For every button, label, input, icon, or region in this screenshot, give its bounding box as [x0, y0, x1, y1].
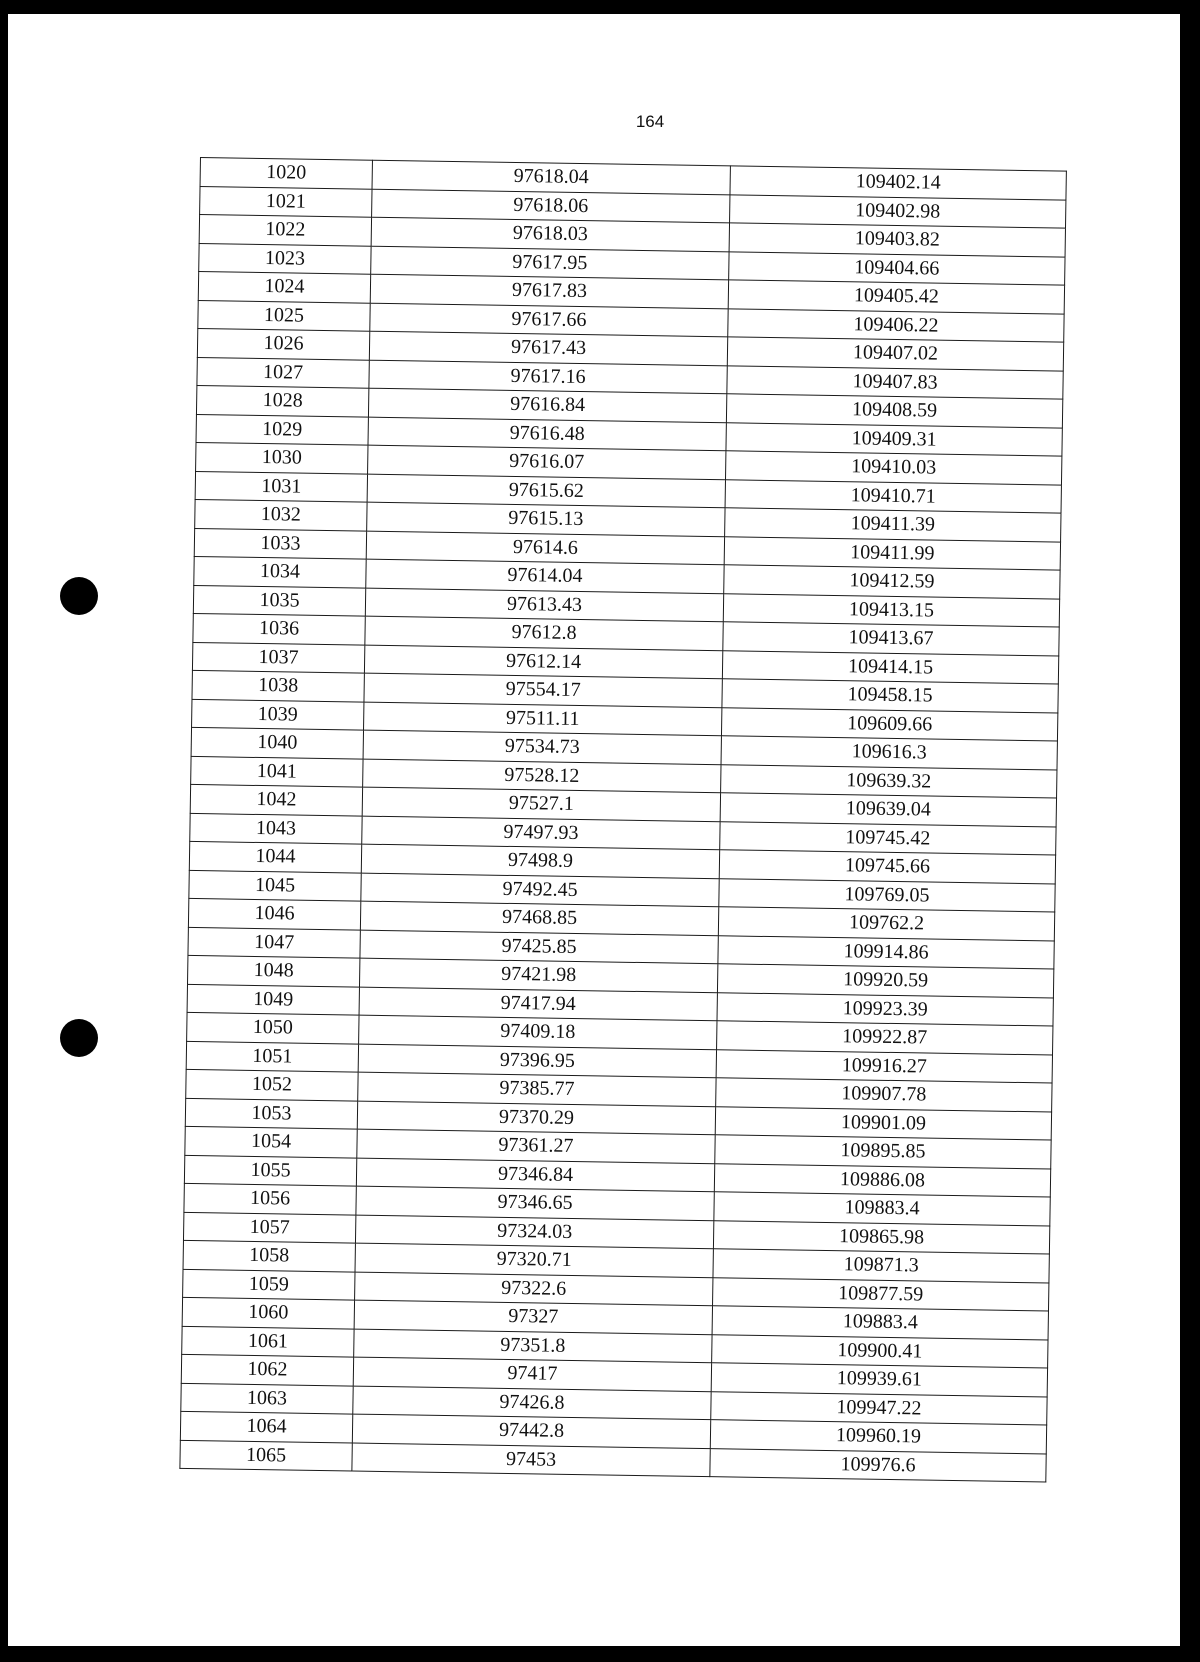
point-number-cell: 1020 [200, 158, 372, 189]
point-number-cell: 1021 [200, 186, 372, 217]
y-coordinate-cell: 109976.6 [710, 1448, 1046, 1482]
y-coordinate-cell: 109414.15 [722, 650, 1058, 684]
x-coordinate-cell: 97616.84 [368, 388, 726, 422]
y-coordinate-cell: 109895.85 [715, 1135, 1051, 1169]
x-coordinate-cell: 97612.8 [365, 616, 723, 650]
x-coordinate-cell: 97327 [354, 1300, 712, 1334]
point-number-cell: 1028 [196, 385, 368, 416]
coordinate-table-container [179, 157, 1066, 1482]
x-coordinate-cell: 97320.71 [355, 1243, 713, 1277]
x-coordinate-cell: 97370.29 [357, 1101, 715, 1135]
point-number-cell: 1031 [195, 471, 367, 502]
point-number-cell: 1058 [183, 1240, 355, 1271]
y-coordinate-cell: 109883.4 [712, 1306, 1048, 1340]
point-number-cell: 1046 [188, 898, 360, 929]
x-coordinate-cell: 97534.73 [363, 730, 721, 764]
punch-hole-bottom [60, 1019, 98, 1057]
x-coordinate-cell: 97351.8 [354, 1329, 712, 1363]
y-coordinate-cell: 109458.15 [722, 679, 1058, 713]
y-coordinate-cell: 109639.04 [720, 793, 1056, 827]
y-coordinate-cell: 109639.32 [721, 764, 1057, 798]
y-coordinate-cell: 109762.2 [718, 907, 1054, 941]
point-number-cell: 1051 [186, 1041, 358, 1072]
x-coordinate-cell: 97421.98 [359, 958, 717, 992]
x-coordinate-cell: 97322.6 [355, 1272, 713, 1306]
y-coordinate-cell: 109407.02 [727, 337, 1063, 371]
point-number-cell: 1056 [184, 1183, 356, 1214]
page-number: 164 [635, 112, 665, 131]
point-number-cell: 1022 [199, 215, 371, 246]
x-coordinate-cell: 97554.17 [364, 673, 722, 707]
x-coordinate-cell: 97615.62 [367, 474, 725, 508]
x-coordinate-cell: 97614.6 [366, 531, 724, 565]
y-coordinate-cell: 109745.66 [719, 850, 1055, 884]
y-coordinate-cell: 109410.71 [725, 479, 1061, 513]
point-number-cell: 1027 [197, 357, 369, 388]
x-coordinate-cell: 97346.84 [356, 1158, 714, 1192]
x-coordinate-cell: 97614.04 [366, 559, 724, 593]
point-number-cell: 1042 [190, 784, 362, 815]
x-coordinate-cell: 97617.83 [370, 274, 728, 308]
x-coordinate-cell: 97617.16 [369, 360, 727, 394]
x-coordinate-cell: 97497.93 [362, 816, 720, 850]
punch-hole-top [60, 577, 98, 615]
y-coordinate-cell: 109907.78 [716, 1078, 1052, 1112]
point-number-cell: 1065 [180, 1440, 352, 1471]
point-number-cell: 1024 [198, 271, 370, 302]
point-number-cell: 1041 [191, 756, 363, 787]
point-number-cell: 1029 [196, 414, 368, 445]
y-coordinate-cell: 109616.3 [721, 736, 1057, 770]
x-coordinate-cell: 97385.77 [358, 1072, 716, 1106]
x-coordinate-cell: 97511.11 [364, 702, 722, 736]
y-coordinate-cell: 109410.03 [726, 451, 1062, 485]
y-coordinate-cell: 109406.22 [728, 308, 1064, 342]
point-number-cell: 1045 [189, 870, 361, 901]
y-coordinate-cell: 109745.42 [720, 821, 1056, 855]
point-number-cell: 1040 [191, 727, 363, 758]
x-coordinate-cell: 97615.13 [367, 502, 725, 536]
point-number-cell: 1052 [186, 1069, 358, 1100]
x-coordinate-cell: 97616.07 [368, 445, 726, 479]
y-coordinate-cell: 109408.59 [726, 394, 1062, 428]
x-coordinate-cell: 97612.14 [364, 645, 722, 679]
x-coordinate-cell: 97618.04 [372, 160, 730, 194]
x-coordinate-cell: 97527.1 [362, 787, 720, 821]
x-coordinate-cell: 97492.45 [361, 873, 719, 907]
y-coordinate-cell: 109939.61 [711, 1363, 1047, 1397]
point-number-cell: 1034 [194, 556, 366, 587]
point-number-cell: 1055 [184, 1155, 356, 1186]
y-coordinate-cell: 109411.99 [724, 536, 1060, 570]
x-coordinate-cell: 97468.85 [360, 901, 718, 935]
y-coordinate-cell: 109407.83 [727, 365, 1063, 399]
y-coordinate-cell: 109405.42 [728, 280, 1064, 314]
point-number-cell: 1060 [182, 1297, 354, 1328]
point-number-cell: 1050 [187, 1012, 359, 1043]
x-coordinate-cell: 97324.03 [355, 1215, 713, 1249]
y-coordinate-cell: 109412.59 [724, 565, 1060, 599]
x-coordinate-cell: 97409.18 [359, 1015, 717, 1049]
point-number-cell: 1023 [199, 243, 371, 274]
y-coordinate-cell: 109609.66 [721, 707, 1057, 741]
y-coordinate-cell: 109901.09 [715, 1106, 1051, 1140]
y-coordinate-cell: 109404.66 [729, 251, 1065, 285]
y-coordinate-cell: 109886.08 [714, 1163, 1050, 1197]
x-coordinate-cell: 97528.12 [363, 759, 721, 793]
x-coordinate-cell: 97426.8 [353, 1386, 711, 1420]
point-number-cell: 1035 [193, 585, 365, 616]
y-coordinate-cell: 109409.31 [726, 422, 1062, 456]
x-coordinate-cell: 97617.66 [370, 303, 728, 337]
y-coordinate-cell: 109883.4 [714, 1192, 1050, 1226]
y-coordinate-cell: 109947.22 [711, 1391, 1047, 1425]
point-number-cell: 1033 [194, 528, 366, 559]
y-coordinate-cell: 109916.27 [716, 1049, 1052, 1083]
x-coordinate-cell: 97498.9 [361, 844, 719, 878]
point-number-cell: 1032 [195, 499, 367, 530]
point-number-cell: 1048 [188, 955, 360, 986]
point-number-cell: 1059 [183, 1269, 355, 1300]
x-coordinate-cell: 97425.85 [360, 930, 718, 964]
x-coordinate-cell: 97617.95 [371, 246, 729, 280]
y-coordinate-cell: 109871.3 [713, 1249, 1049, 1283]
point-number-cell: 1030 [196, 442, 368, 473]
x-coordinate-cell: 97361.27 [357, 1129, 715, 1163]
point-number-cell: 1044 [189, 841, 361, 872]
y-coordinate-cell: 109403.82 [729, 223, 1065, 257]
x-coordinate-cell: 97618.06 [372, 189, 730, 223]
y-coordinate-cell: 109900.41 [712, 1334, 1048, 1368]
x-coordinate-cell: 97346.65 [356, 1186, 714, 1220]
point-number-cell: 1057 [183, 1212, 355, 1243]
point-number-cell: 1054 [185, 1126, 357, 1157]
point-number-cell: 1049 [187, 984, 359, 1015]
point-number-cell: 1064 [180, 1411, 352, 1442]
y-coordinate-cell: 109914.86 [718, 935, 1054, 969]
x-coordinate-cell: 97617.43 [369, 331, 727, 365]
y-coordinate-cell: 109920.59 [717, 964, 1053, 998]
y-coordinate-cell: 109877.59 [713, 1277, 1049, 1311]
coordinate-table [179, 157, 1067, 1482]
y-coordinate-cell: 109865.98 [713, 1220, 1049, 1254]
point-number-cell: 1039 [192, 699, 364, 730]
point-number-cell: 1063 [181, 1383, 353, 1414]
point-number-cell: 1037 [192, 642, 364, 673]
point-number-cell: 1025 [198, 300, 370, 331]
x-coordinate-cell: 97417 [353, 1357, 711, 1391]
y-coordinate-cell: 109413.15 [723, 593, 1059, 627]
point-number-cell: 1053 [185, 1098, 357, 1129]
point-number-cell: 1062 [181, 1354, 353, 1385]
y-coordinate-cell: 109402.98 [730, 194, 1066, 228]
y-coordinate-cell: 109769.05 [719, 878, 1055, 912]
y-coordinate-cell: 109923.39 [717, 992, 1053, 1026]
x-coordinate-cell: 97453 [352, 1443, 710, 1477]
point-number-cell: 1026 [197, 328, 369, 359]
point-number-cell: 1038 [192, 670, 364, 701]
x-coordinate-cell: 97396.95 [358, 1044, 716, 1078]
x-coordinate-cell: 97618.03 [371, 217, 729, 251]
point-number-cell: 1061 [182, 1326, 354, 1357]
x-coordinate-cell: 97417.94 [359, 987, 717, 1021]
y-coordinate-cell: 109960.19 [710, 1420, 1046, 1454]
coordinate-table-body [180, 158, 1066, 1482]
x-coordinate-cell: 97616.48 [368, 417, 726, 451]
point-number-cell: 1043 [190, 813, 362, 844]
y-coordinate-cell: 109411.39 [725, 508, 1061, 542]
y-coordinate-cell: 109922.87 [717, 1021, 1053, 1055]
point-number-cell: 1047 [188, 927, 360, 958]
point-number-cell: 1036 [193, 613, 365, 644]
x-coordinate-cell: 97442.8 [352, 1414, 710, 1448]
y-coordinate-cell: 109413.67 [723, 622, 1059, 656]
y-coordinate-cell: 109402.14 [730, 166, 1066, 200]
x-coordinate-cell: 97613.43 [365, 588, 723, 622]
